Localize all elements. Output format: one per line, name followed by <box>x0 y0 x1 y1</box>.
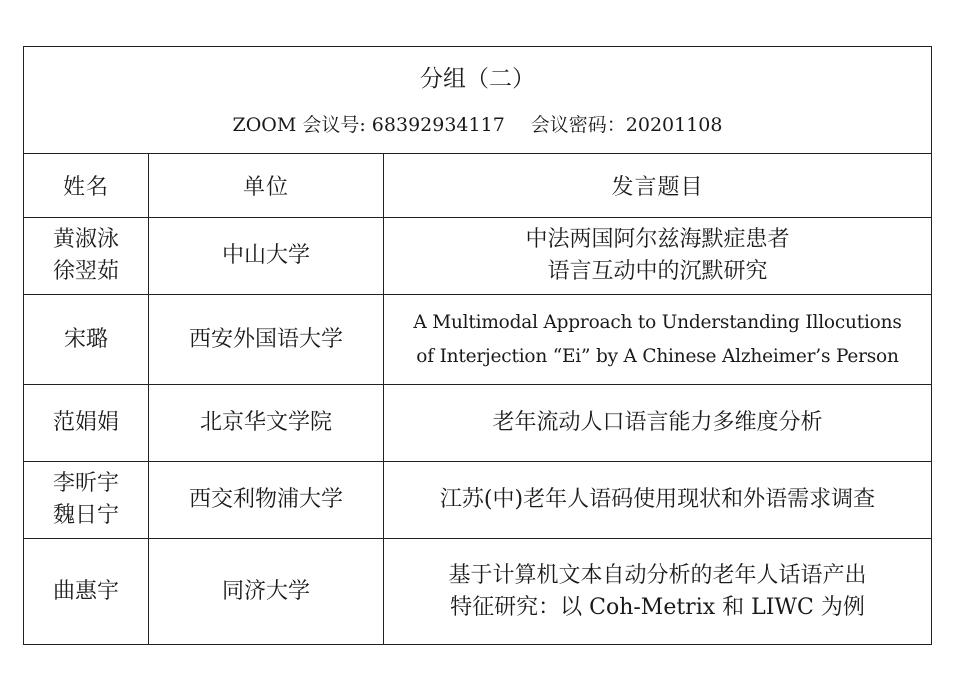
speaker-names <box>24 462 149 539</box>
talk-title-line: 基于计算机文本自动分析的老年人话语产出 <box>448 562 867 588</box>
title-row <box>24 47 932 154</box>
affiliation: 中山大学 <box>149 218 384 295</box>
speaker-name: 黄淑泳 <box>52 227 119 252</box>
talk-title <box>384 218 932 295</box>
talk-title <box>384 462 932 539</box>
talk-title-line: 特征研究：以 Coh-Metrix 和 LIWC 为例 <box>450 594 865 620</box>
speaker-name: 魏日宁 <box>52 503 119 528</box>
speaker-name: 曲惠宇 <box>52 578 119 604</box>
header-row <box>24 154 932 218</box>
speaker-name: 范娟娟 <box>52 410 119 435</box>
speaker-name: 李昕宇 <box>52 471 119 496</box>
speaker-names <box>24 218 149 295</box>
title-cell <box>24 47 932 154</box>
talk-title-line: of Interjection “Ei” by A Chinese Alzheimer’s Person <box>416 345 899 367</box>
speaker-names <box>24 385 149 462</box>
table-row <box>24 539 932 645</box>
talk-title-line: 老年流动人口语言能力多维度分析 <box>492 410 823 435</box>
affiliation: 北京华文学院 <box>149 385 384 462</box>
affiliation: 同济大学 <box>149 539 384 645</box>
speaker-names <box>24 539 149 645</box>
header-name: 姓名 <box>24 154 149 218</box>
table-row <box>24 462 932 539</box>
talk-title-line: 语言互动中的沉默研究 <box>547 259 768 284</box>
table-row <box>24 295 932 385</box>
meeting-id: ZOOM 会议号: 68392934117 <box>232 114 505 136</box>
meeting-password: 会议密码：20201108 <box>530 114 723 136</box>
talk-title-line: A Multimodal Approach to Understanding Illocutions <box>413 311 902 333</box>
table-row <box>24 218 932 295</box>
talk-title <box>384 539 932 645</box>
header-unit: 单位 <box>149 154 384 218</box>
speaker-names <box>24 295 149 385</box>
header-topic: 发言题目 <box>384 154 932 218</box>
affiliation: 西安外国语大学 <box>149 295 384 385</box>
talk-title-line: 中法两国阿尔兹海默症患者 <box>525 227 790 252</box>
group-title: 分组（二） <box>420 66 535 92</box>
meeting-info <box>30 112 925 138</box>
talk-title <box>384 295 932 385</box>
speaker-name: 徐翌茹 <box>52 259 119 284</box>
speaker-name: 宋璐 <box>63 326 108 352</box>
table-row <box>24 385 932 462</box>
talk-title <box>384 385 932 462</box>
talk-title-line: 江苏(中)老年人语码使用现状和外语需求调查 <box>439 487 876 512</box>
affiliation: 西交利物浦大学 <box>149 462 384 539</box>
schedule-table <box>23 46 932 645</box>
